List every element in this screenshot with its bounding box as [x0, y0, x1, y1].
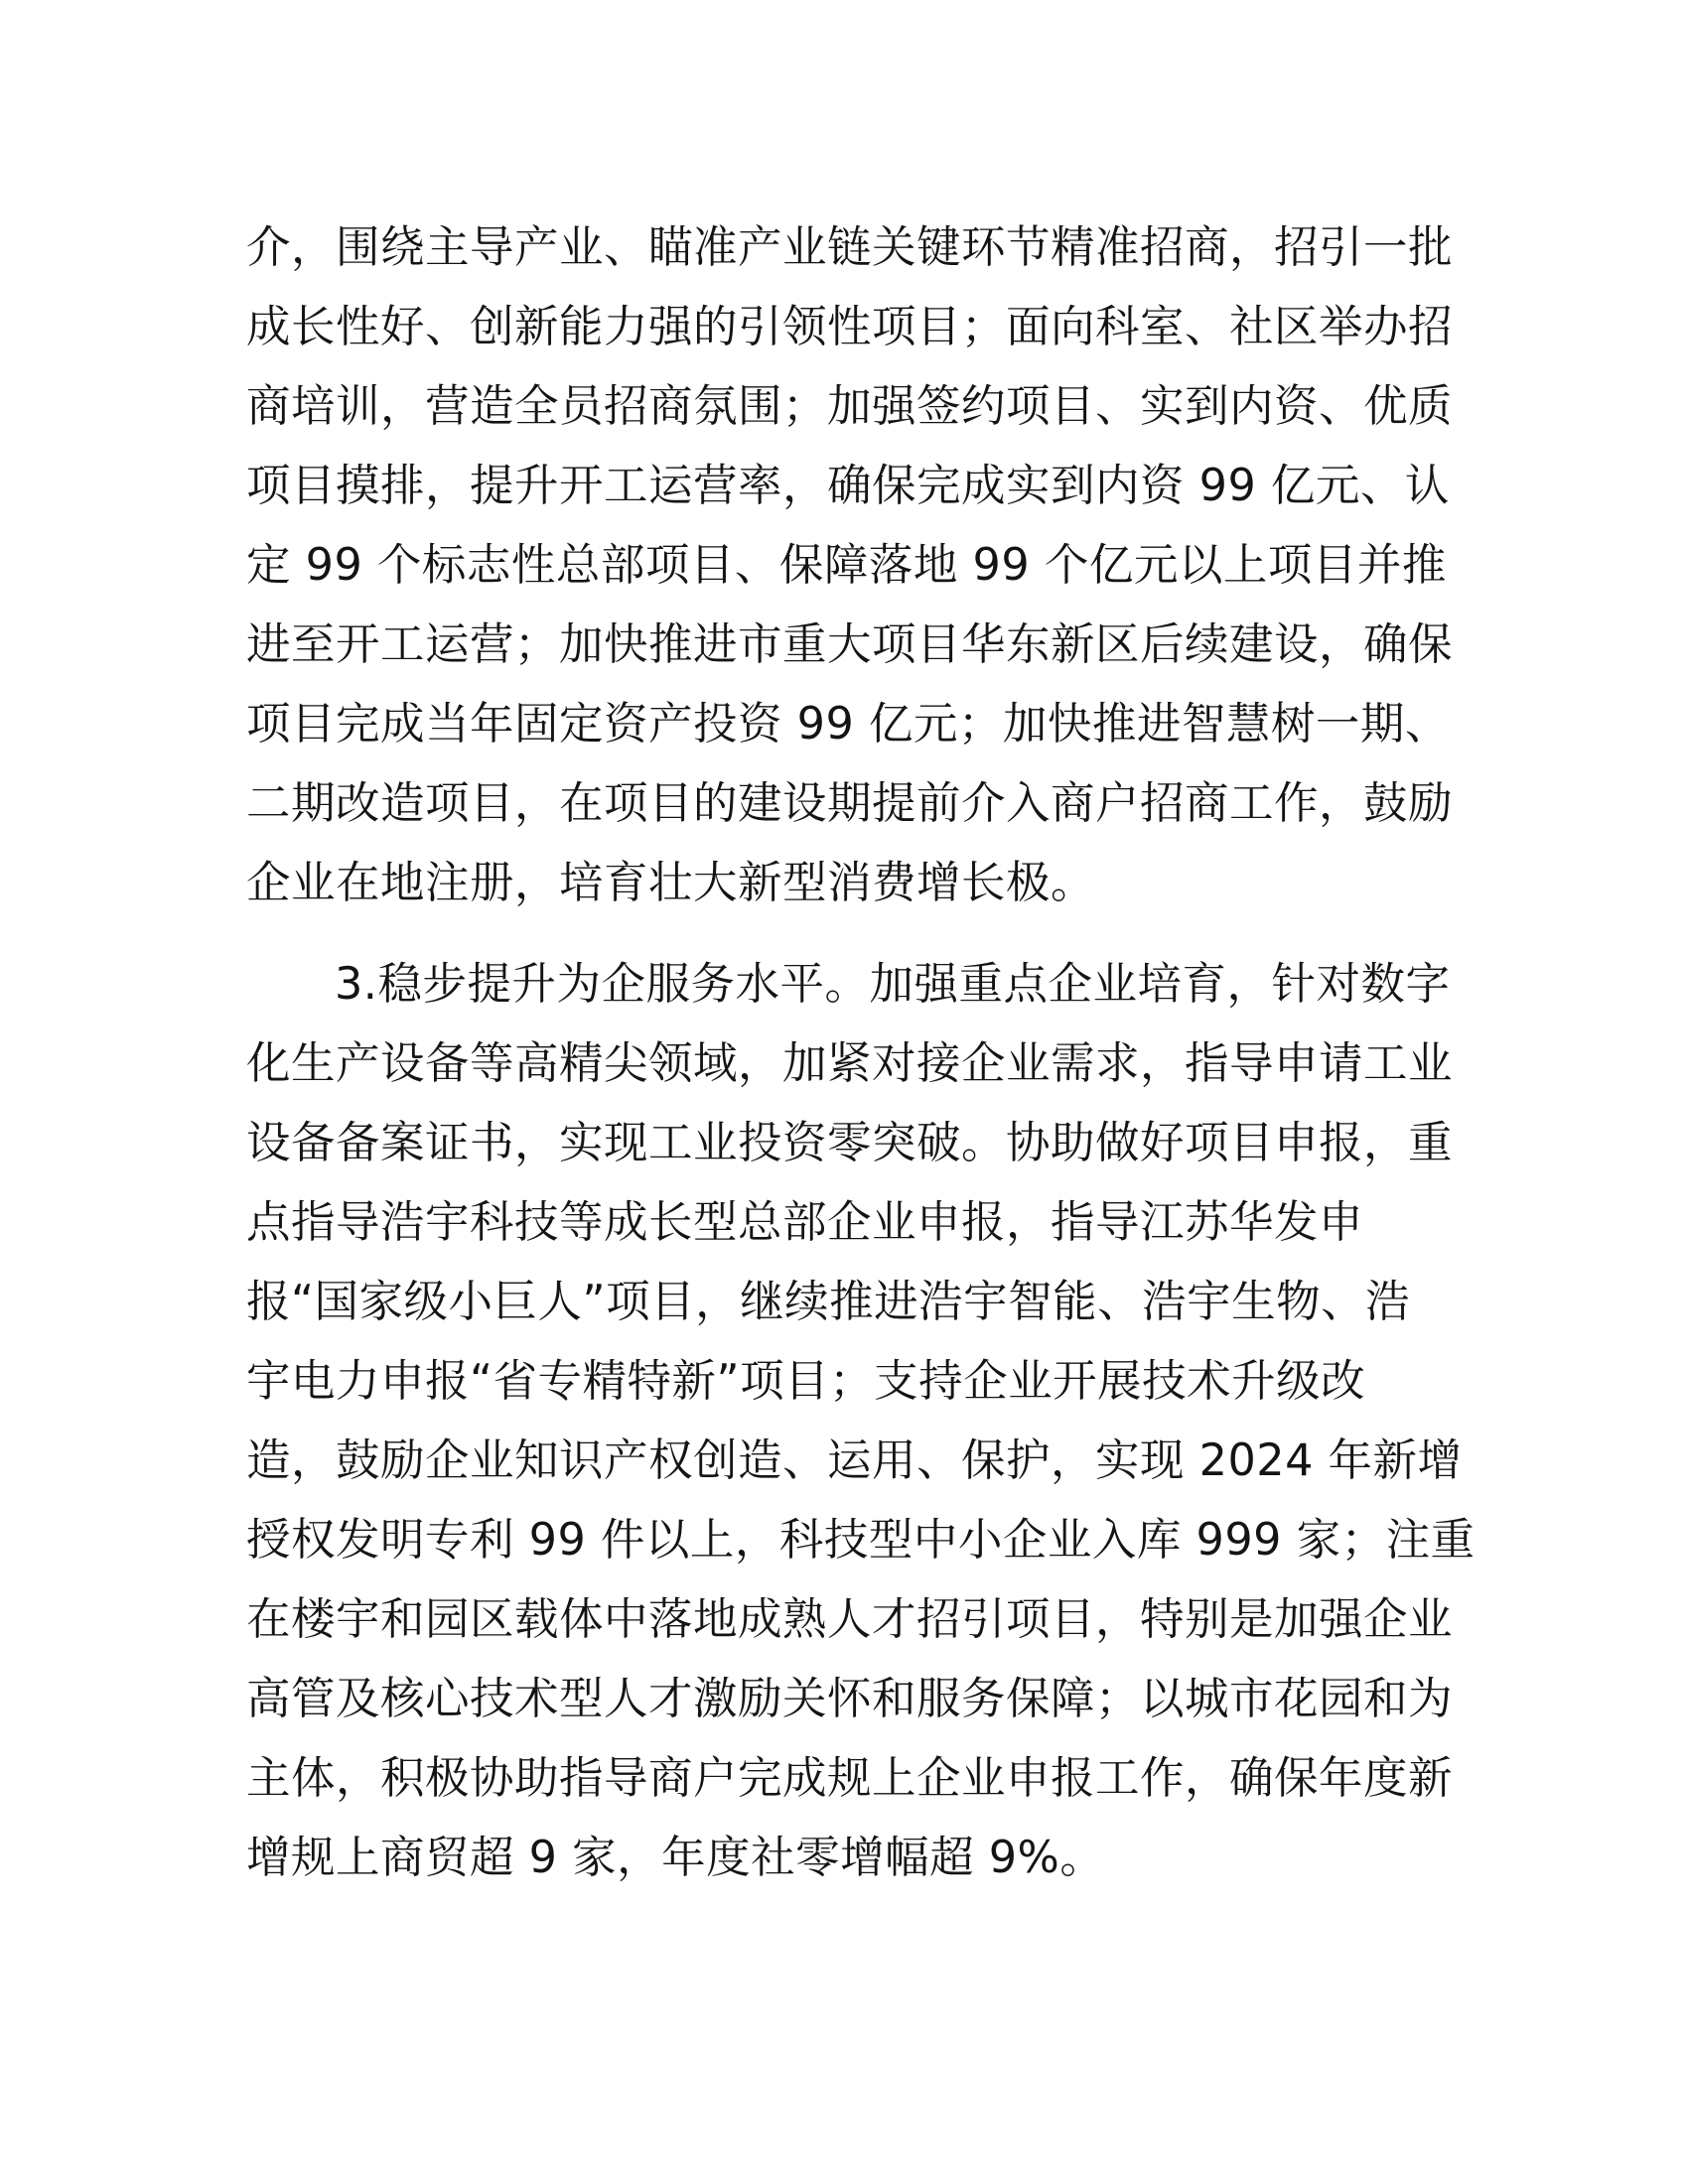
- paragraph-line: 在楼宇和园区载体中落地成熟人才招引项目，特别是加强企业: [246, 1594, 1454, 1645]
- paragraph-line: 报“国家级小巨人”项目，继续推进浩宇智能、浩宇生物、浩: [246, 1277, 1411, 1327]
- paragraph-line: 项目摸排，提升开工运营率，确保完成实到内资 99 亿元、认: [246, 461, 1450, 511]
- paragraph-line: 商培训，营造全员招商氛围；加强签约项目、实到内资、优质: [246, 381, 1454, 432]
- paragraph-continued: [246, 208, 1454, 923]
- paragraph-line: 增规上商贸超 9 家，年度社零增幅超 9%。: [246, 1833, 1105, 1883]
- paragraph-line: 授权发明专利 99 件以上，科技型中小企业入库 999 家；注重: [246, 1515, 1476, 1566]
- paragraph-line: 造，鼓励企业知识产权创造、运用、保护，实现 2024 年新增: [246, 1435, 1463, 1486]
- paragraph-line: 二期改造项目，在项目的建设期提前介入商户招商工作，鼓励: [246, 778, 1454, 829]
- paragraph-line: 设备备案证书，实现工业投资零突破。协助做好项目申报，重: [246, 1118, 1454, 1168]
- paragraph-enterprise-service: [246, 945, 1476, 1898]
- paragraph-line: 3.稳步提升为企服务水平。加强重点企业培育，针对数字: [335, 959, 1451, 1010]
- paragraph-line: 定 99 个标志性总部项目、保障落地 99 个亿元以上项目并推: [246, 540, 1447, 591]
- paragraph-line: 宇电力申报“省专精特新”项目；支持企业开展技术升级改: [246, 1356, 1366, 1407]
- paragraph-line: 高管及核心技术型人才激励关怀和服务保障；以城市花园和为: [246, 1674, 1454, 1724]
- paragraph-line: 进至开工运营；加快推进市重大项目华东新区后续建设，确保: [246, 619, 1454, 670]
- paragraph-line: 主体，积极协助指导商户完成规上企业申报工作，确保年度新: [246, 1753, 1454, 1804]
- paragraph-line: 企业在地注册，培育壮大新型消费增长极。: [246, 858, 1096, 908]
- paragraph-line: 项目完成当年固定资产投资 99 亿元；加快推进智慧树一期、: [246, 699, 1450, 750]
- paragraph-line: 成长性好、创新能力强的引领性项目；面向科室、社区举办招: [246, 302, 1454, 352]
- paragraph-line: 介，围绕主导产业、瞄准产业链关键环节精准招商，招引一批: [246, 222, 1454, 273]
- paragraph-spacer: [246, 923, 1438, 945]
- paragraph-line: 化生产设备等高精尖领域，加紧对接企业需求，指导申请工业: [246, 1038, 1454, 1089]
- paragraph-line: 点指导浩宇科技等成长型总部企业申报，指导江苏华发申: [246, 1197, 1364, 1248]
- document-body: [246, 208, 1476, 1898]
